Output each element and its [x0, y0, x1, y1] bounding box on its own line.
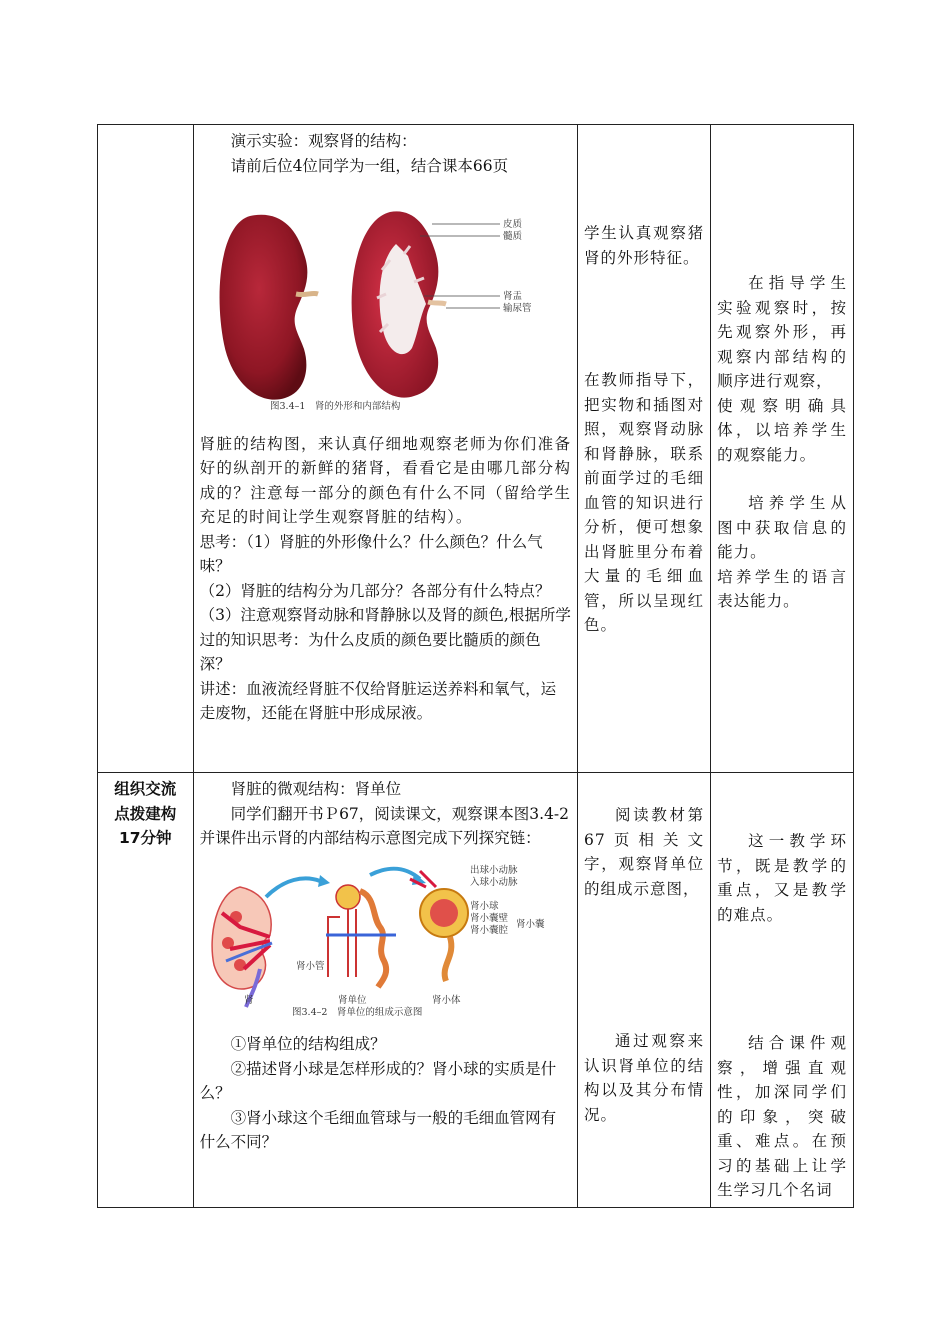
student-activity-b: 在教师指导下，把实物和插图对照，观察肾动脉和肾静脉，联系前面学过的毛细血管的知识进行分析，便可想象出肾脏里分布着大量的毛细血管，所以呈现红色。: [584, 371, 705, 634]
intent-d: 培养学生的语言表达能力。: [717, 567, 847, 610]
question-structure: ①肾单位的结构组成？: [230, 1035, 386, 1053]
kidney-exterior: [219, 215, 307, 400]
student-activity-cell: [578, 773, 711, 1208]
demo-title: 演示实验：观察肾的结构：: [230, 132, 417, 150]
stage-cell: [98, 773, 194, 1208]
arrow-1: [266, 878, 320, 897]
question-difference: ③肾小球这个毛细血管球与一般的毛细血管网有什么不同？: [199, 1108, 557, 1151]
design-intent-cell: [711, 773, 854, 1208]
arrow-2: [370, 868, 420, 878]
group-instruction: 请前后位4位同学为一组，结合课本66页: [230, 156, 509, 175]
question-3: （3）注意观察肾动脉和肾静脉以及肾的颜色,根据所学过的知识思考：为什么皮质的颜色要比髓质的颜色深？: [199, 606, 571, 673]
label-cortex: 皮质: [502, 219, 522, 230]
stage-line-1: 组织交流: [114, 780, 177, 798]
stage-cell: [98, 125, 194, 773]
kidney-diagram: [212, 887, 271, 989]
label-capsule-cavity: 肾小囊腔: [469, 924, 508, 936]
figure2-caption: 图3.4–2 肾单位的组成示意图: [291, 1006, 422, 1017]
figure1-caption: 图3.4–1 肾的外形和内部结构: [269, 401, 400, 412]
kidney-figure: [200, 184, 571, 424]
label-nephron: 肾单位: [337, 994, 367, 1006]
label-corpuscle: 肾小体: [431, 994, 461, 1006]
label-pelvis: 肾盂: [502, 291, 522, 302]
stage-line-3: 17分钟: [118, 829, 172, 847]
kidney-illustration: [200, 184, 546, 416]
question-1: 思考：（1）肾脏的外形像什么？什么颜色？什么气味？: [199, 532, 543, 575]
label-tubule: 肾小管: [295, 960, 325, 972]
intent-b: 使观察明确具体，以培养学生的观察能力。: [717, 396, 847, 464]
intent-b: 结合课件观察，增强直观性，加深同学们的印象，突破重、难点。在预习的基础上让学生学习几个名词: [717, 1034, 847, 1199]
student-activity-b: 通过观察来认识肾单位的结构以及其分布情况。: [584, 1032, 705, 1124]
explanation: 讲述：血液流经肾脏不仅给肾脏运送养料和氧气，运走废物，还能在肾脏中形成尿液。: [199, 679, 557, 722]
stage-line-2: 点拨建构: [114, 804, 177, 823]
label-capsule-wall: 肾小囊壁: [469, 912, 508, 924]
label-kidney: 肾: [243, 994, 254, 1006]
observation-paragraph: 肾脏的结构图，来认真仔细地观察老师为你们准备好的纵剖开的新鲜的猪肾，看看它是由哪几部分构成的？注意每一部分的颜色有什么不同（留给学生充足的时间让学生观察肾脏的结构）。: [199, 434, 571, 526]
section-title: 肾脏的微观结构：肾单位: [230, 780, 402, 798]
nephron-figure: [200, 857, 571, 1025]
student-activity-a: 阅读教材第67页相关文字，观察肾单位的组成示意图，: [584, 806, 705, 898]
lesson-plan-table: [97, 124, 854, 1208]
intent-a: 这一教学环节，既是教学的重点，又是教学的难点。: [717, 832, 847, 924]
intent-c: 培养学生从图中获取信息的能力。: [717, 494, 847, 561]
table-row: [98, 773, 854, 1208]
question-2: （2）肾脏的结构分为几部分？各部分有什么特点？: [199, 581, 551, 600]
label-efferent: 出球小动脉: [469, 864, 518, 876]
label-afferent: 入球小动脉: [469, 876, 518, 888]
reading-instruction: 同学们翻开书Ｐ67，阅读课文，观察课本图3.4-2并课件出示肾的内部结构示意图完成下列探究链：: [199, 804, 570, 847]
student-activity-a: 学生认真观察猪肾的外形特征。: [584, 224, 705, 267]
nephron-illustration: [200, 857, 546, 1017]
teacher-activity-cell: [193, 773, 577, 1208]
label-capsule: 肾小囊: [515, 918, 545, 930]
label-glomerulus: 肾小球: [469, 900, 499, 912]
label-ureter: 输尿管: [502, 303, 532, 314]
intent-a: 在指导学生实验观察时，按先观察外形，再观察内部结构的顺序进行观察，: [717, 274, 847, 390]
label-medulla: 髓质: [502, 231, 522, 242]
teacher-activity-cell: [193, 125, 577, 773]
student-activity-cell: [578, 125, 711, 773]
question-glomerulus: ②描述肾小球是怎样形成的？肾小球的实质是什么？: [199, 1059, 557, 1102]
design-intent-cell: [711, 125, 854, 773]
table-row: [98, 125, 854, 773]
